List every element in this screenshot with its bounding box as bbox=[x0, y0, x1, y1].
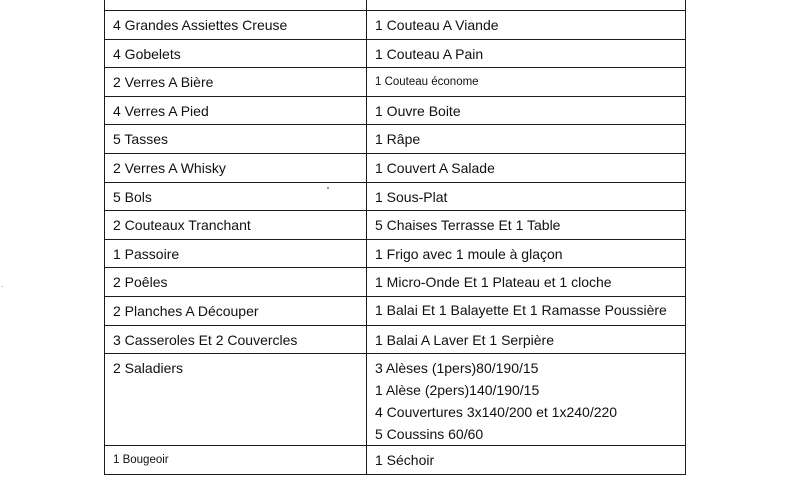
table-cell-left: 3 Casseroles Et 2 Couvercles bbox=[105, 325, 367, 354]
table-cell-left: 2 Saladiers bbox=[105, 354, 367, 446]
table-cell-right: 1 Couteau A Pain bbox=[367, 39, 686, 68]
table-cell-left: 4 Grandes Assiettes Creuse bbox=[105, 11, 367, 40]
table-row bbox=[105, 325, 686, 354]
table-row bbox=[105, 153, 686, 182]
table-row bbox=[105, 125, 686, 154]
table-row bbox=[105, 68, 686, 97]
bedding-line: 1 Alèse (2pers)140/190/15 bbox=[375, 382, 540, 399]
bedding-line: 5 Coussins 60/60 bbox=[375, 426, 484, 443]
table-row bbox=[105, 0, 686, 11]
table-row bbox=[105, 296, 686, 325]
table-cell-left: 4 Verres A Pied bbox=[105, 96, 367, 125]
table-row bbox=[105, 211, 686, 240]
table-cell-left: 5 Tasses bbox=[105, 125, 367, 154]
scan-speck bbox=[2, 286, 3, 287]
table-cell-left: 2 Planches A Découper bbox=[105, 296, 367, 325]
table-cell-right bbox=[367, 0, 686, 11]
inventory-table bbox=[104, 0, 686, 475]
table-cell-left: 2 Verres A Bière bbox=[105, 68, 367, 97]
table-cell-right: 1 Couteau A Viande bbox=[367, 11, 686, 40]
table-row bbox=[105, 446, 686, 475]
table-cell-left: 4 Gobelets bbox=[105, 39, 367, 68]
table-cell-right: 1 Frigo avec 1 moule à glaçon bbox=[367, 239, 686, 268]
table-cell-right: 1 Sous-Plat bbox=[367, 182, 686, 211]
table-cell-left bbox=[105, 0, 367, 11]
table-cell-right bbox=[367, 354, 686, 446]
table-cell-left: 2 Verres A Whisky bbox=[105, 153, 367, 182]
table-cell-right: 5 Chaises Terrasse Et 1 Table bbox=[367, 211, 686, 240]
table-cell-right: 1 Ouvre Boite bbox=[367, 96, 686, 125]
table-cell-left: 1 Passoire bbox=[105, 239, 367, 268]
table-cell-left: 2 Couteaux Tranchant bbox=[105, 211, 367, 240]
table-row bbox=[105, 11, 686, 40]
table-cell-right: 1 Râpe bbox=[367, 125, 686, 154]
table-cell-right: 1 Balai A Laver Et 1 Serpière bbox=[367, 325, 686, 354]
scan-speck bbox=[327, 187, 329, 189]
table-row bbox=[105, 354, 686, 446]
table-row bbox=[105, 268, 686, 297]
table-cell-left: 1 Bougeoir bbox=[105, 446, 367, 475]
bedding-line: 4 Couvertures 3x140/200 et 1x240/220 bbox=[375, 404, 618, 421]
table-cell-right: 1 Micro-Onde Et 1 Plateau et 1 cloche bbox=[367, 268, 686, 297]
table-row bbox=[105, 239, 686, 268]
table-cell-right: 1 Couvert A Salade bbox=[367, 153, 686, 182]
table-cell-left: 5 Bols bbox=[105, 182, 367, 211]
table-row bbox=[105, 96, 686, 125]
table-cell-right: 1 Couteau économe bbox=[367, 68, 686, 97]
table-row bbox=[105, 182, 686, 211]
table-cell-right: 1 Séchoir bbox=[367, 446, 686, 475]
table-row bbox=[105, 39, 686, 68]
table-cell-left: 2 Poêles bbox=[105, 268, 367, 297]
bedding-line: 3 Alèses (1pers)80/190/15 bbox=[375, 360, 539, 377]
table-cell-right: 1 Balai Et 1 Balayette Et 1 Ramasse Poussière bbox=[367, 296, 686, 325]
